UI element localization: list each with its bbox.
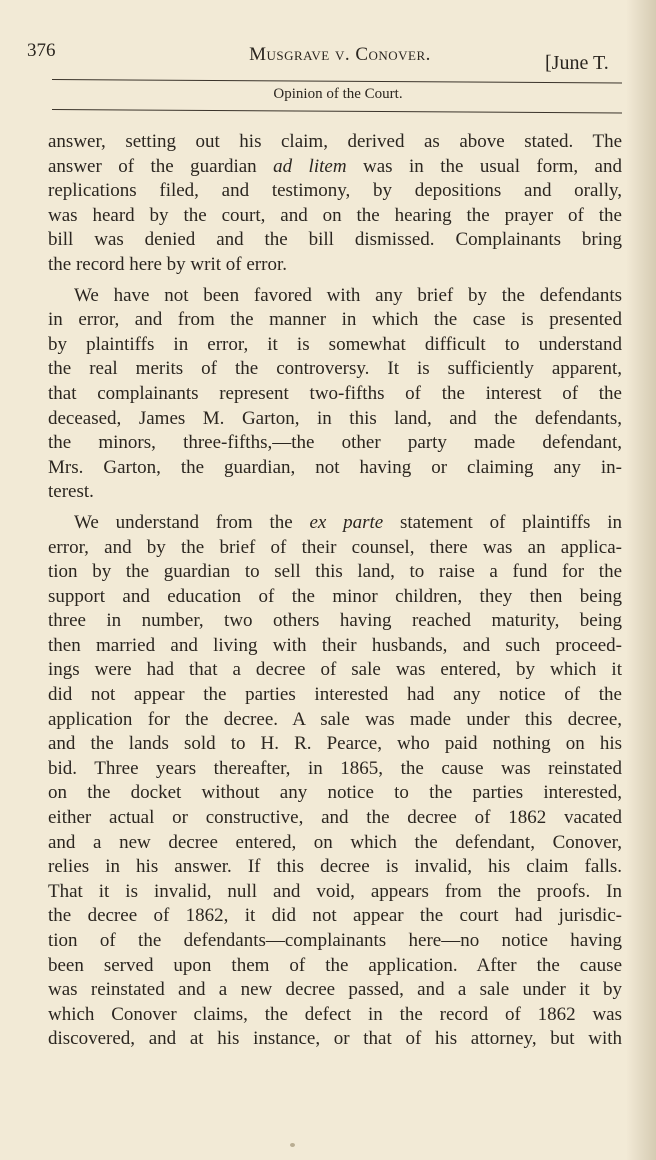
page-number: 376 xyxy=(27,40,56,61)
paragraph xyxy=(48,284,622,505)
text-line: and the lands sold to H. R. Pearce, who paid nothing on his xyxy=(48,733,622,755)
text-line: application for the decree. A sale was made under this decree, xyxy=(48,708,622,730)
term-label: [June T. xyxy=(545,52,609,74)
section-heading: Opinion of the Court. xyxy=(273,86,403,102)
text-segment: We understand from the xyxy=(74,511,310,533)
text-line: relies in his answer. If this decree is invalid, his claim falls. xyxy=(48,856,622,878)
body-text xyxy=(48,130,622,1058)
text-line: deceased, James M. Garton, in this land, and the defendants, xyxy=(48,407,622,429)
text-line: bid. Three years thereafter, in 1865, the cause was reinstated xyxy=(48,757,622,779)
text-line: either actual or constructive, and the decree of 1862 vacated xyxy=(48,807,622,829)
text-line: three in number, two others having reached maturity, being xyxy=(48,610,622,632)
text-line: that complainants represent two-fifths of the interest of the xyxy=(48,382,622,404)
text-line: answer, setting out his claim, derived as above stated. The xyxy=(48,131,622,152)
text-segment: was in the usual form, and xyxy=(346,155,622,177)
text-line: in error, and from the manner in which the case is presented xyxy=(48,309,622,331)
text-line: That it is invalid, null and void, appears from the proofs. In xyxy=(48,880,622,902)
text-line: been served upon them of the application. After the cause xyxy=(48,954,622,976)
text-line: discovered, and at his instance, or that of his attorney, but with xyxy=(48,1028,622,1050)
text-line: and a new decree entered, on which the defendant, Conover, xyxy=(48,831,622,853)
text-line: by plaintiffs in error, it is somewhat difficult to understand xyxy=(48,333,622,355)
text-line: the minors, three-fifths,—the other party made defendant, xyxy=(48,432,622,454)
header-rule-top xyxy=(52,79,622,83)
text-line xyxy=(48,511,622,536)
italic-phrase: ad litem xyxy=(273,155,347,177)
text-line: then married and living with their husbands, and such proceed- xyxy=(48,634,622,656)
text-segment: answer of the guardian xyxy=(48,155,274,177)
text-line: tion by the guardian to sell this land, to raise a fund for the xyxy=(48,561,622,583)
text-line: support and education of the minor children, they then being xyxy=(48,585,622,607)
text-line: did not appear the parties interested had any notice of the xyxy=(48,684,622,706)
text-line: the decree of 1862, it did not appear the court had jurisdic- xyxy=(48,905,622,927)
text-line: was reinstated and a new decree passed, and a sale under it by xyxy=(48,979,622,1001)
text-line: ings were had that a decree of sale was entered, by which it xyxy=(48,659,622,681)
text-line: We have not been favored with any brief by the defendants xyxy=(74,284,622,306)
paper-speck xyxy=(290,1143,295,1147)
page-edge-shadow xyxy=(626,0,656,1160)
text-line: tion of the defendants—complainants here—no notice having xyxy=(48,930,622,951)
text-line: Mrs. Garton, the guardian, not having or claiming any in- xyxy=(48,456,622,478)
header-rule-bottom xyxy=(52,109,622,113)
paragraph xyxy=(48,130,622,278)
text-segment: statement of plaintiffs in xyxy=(383,511,622,533)
text-line: replications filed, and testimony, by depositions and orally, xyxy=(48,180,622,202)
text-line: the real merits of the controversy. It is sufficiently apparent, xyxy=(48,358,622,380)
text-line: on the docket without any notice to the parties interested, xyxy=(48,782,622,804)
italic-phrase: ex parte xyxy=(309,511,384,533)
text-line xyxy=(48,155,622,180)
text-line: the record here by writ of error. xyxy=(48,253,287,275)
text-line: bill was denied and the bill dismissed. Complainants bring xyxy=(48,229,622,251)
text-line: error, and by the brief of their counsel, there was an applica- xyxy=(48,536,622,558)
running-title: Musgrave v. Conover. xyxy=(249,44,431,65)
text-line: which Conover claims, the defect in the record of 1862 was xyxy=(48,1003,622,1025)
paragraph xyxy=(48,511,622,1052)
text-line: was heard by the court, and on the hearing the prayer of the xyxy=(48,204,622,226)
text-line: terest. xyxy=(48,481,94,503)
